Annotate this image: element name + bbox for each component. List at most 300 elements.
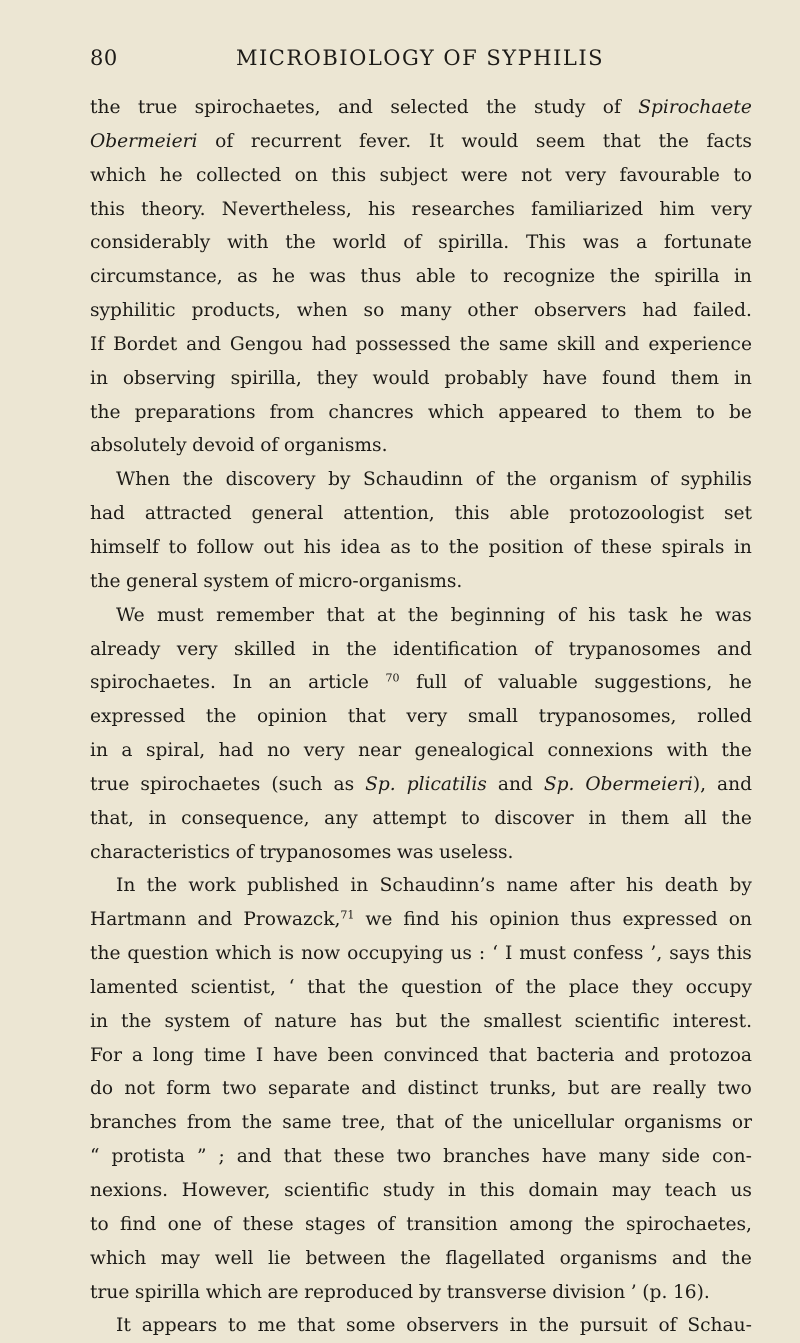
word: small xyxy=(467,706,518,728)
word: Obermeieri), xyxy=(585,773,707,795)
word: of xyxy=(243,1010,262,1032)
word: suggestions, xyxy=(594,672,713,694)
word: organisms xyxy=(624,1112,722,1134)
word: of xyxy=(260,435,279,457)
word: published xyxy=(246,875,340,897)
word: him xyxy=(659,198,695,220)
word: the xyxy=(486,97,517,118)
word: Schau- xyxy=(687,1315,752,1337)
word: and xyxy=(197,909,233,931)
word: this xyxy=(479,1180,515,1201)
word: connexions xyxy=(547,740,654,762)
word: con- xyxy=(712,1146,752,1168)
word: absolutely xyxy=(90,435,187,457)
text-line xyxy=(90,159,752,193)
word: many xyxy=(400,300,452,322)
text-line xyxy=(90,294,752,328)
word: already xyxy=(90,638,161,660)
word: us xyxy=(730,1180,752,1201)
word: the xyxy=(439,1010,471,1032)
text-line xyxy=(90,802,752,836)
word: we xyxy=(365,909,393,931)
word: the xyxy=(584,1213,615,1235)
word: nexions. xyxy=(90,1180,169,1201)
word: all xyxy=(683,807,707,829)
word: world xyxy=(332,232,387,254)
word: find xyxy=(120,1213,157,1235)
word: well xyxy=(214,1247,254,1269)
word: of xyxy=(215,130,234,152)
word: to xyxy=(470,266,489,288)
word xyxy=(365,768,396,802)
word: his xyxy=(450,909,479,931)
word: failed. xyxy=(693,300,752,322)
word: them xyxy=(670,367,720,389)
word: in xyxy=(588,807,607,829)
word: that xyxy=(395,1112,434,1134)
italic-text: plicatilis xyxy=(406,773,487,795)
word: organisms xyxy=(559,1247,658,1269)
word: ’ xyxy=(630,1281,637,1303)
word: the xyxy=(609,266,641,288)
word: an xyxy=(268,672,292,694)
word: If xyxy=(90,333,105,355)
word: Schaudinn xyxy=(363,469,464,491)
word: between xyxy=(305,1247,386,1269)
word: the xyxy=(358,976,389,998)
word: tree, xyxy=(341,1112,386,1134)
word: that xyxy=(347,706,386,728)
word: organisms. xyxy=(283,435,388,457)
word: question xyxy=(401,976,483,998)
word: trypanosomes, xyxy=(538,706,677,728)
text-line xyxy=(90,1106,752,1140)
word: true xyxy=(90,1281,130,1303)
word: of xyxy=(444,1112,463,1134)
word: of xyxy=(376,1213,395,1235)
word: scientific xyxy=(284,1180,370,1201)
word: with xyxy=(666,740,708,762)
word: to xyxy=(228,1315,247,1337)
word: facts xyxy=(706,130,752,152)
word: and xyxy=(717,773,752,795)
word: consequence, xyxy=(181,807,310,829)
word: of xyxy=(463,672,482,694)
word: name xyxy=(506,875,559,897)
word: set xyxy=(723,503,752,525)
word: task xyxy=(628,604,668,626)
word: It xyxy=(116,1315,131,1337)
text-line xyxy=(90,226,752,260)
word: me xyxy=(257,1315,287,1337)
word: probably xyxy=(444,367,528,389)
word: skill xyxy=(556,333,596,355)
word: some xyxy=(346,1315,396,1337)
word: have xyxy=(541,1146,587,1168)
running-title: MICROBIOLOGY OF SYPHILIS xyxy=(235,46,605,70)
word: occupy xyxy=(685,976,752,998)
word xyxy=(386,666,400,700)
word: the xyxy=(538,1315,569,1337)
word: of xyxy=(475,469,494,491)
word: the xyxy=(90,401,121,423)
word: two xyxy=(222,1078,257,1100)
word: reproduced xyxy=(304,1281,414,1303)
word: nature xyxy=(274,1010,337,1032)
word: of xyxy=(658,1315,677,1337)
word: had xyxy=(642,300,678,322)
word: near xyxy=(358,740,402,762)
word: spirilla xyxy=(134,1281,201,1303)
word: and xyxy=(624,1044,660,1066)
italic-text: Obermeieri xyxy=(90,130,198,152)
text-line xyxy=(90,193,752,227)
italic-text: Sp. xyxy=(365,773,396,795)
word: work xyxy=(188,875,236,897)
word: trypanosomes xyxy=(568,638,701,660)
word: protista xyxy=(111,1146,185,1168)
word: have xyxy=(273,1044,318,1066)
word: to xyxy=(733,164,752,186)
word: in xyxy=(90,367,108,389)
word: same xyxy=(282,1112,332,1134)
word: study xyxy=(382,1180,435,1201)
word: not xyxy=(124,1078,156,1100)
word: However, xyxy=(181,1180,271,1201)
word: beginning xyxy=(450,604,546,626)
word: have xyxy=(542,367,588,389)
word: This xyxy=(526,232,566,254)
word: theory. xyxy=(141,198,206,220)
word: he xyxy=(728,672,752,694)
word: he xyxy=(159,164,183,186)
word: scientific xyxy=(574,1010,660,1032)
word: that xyxy=(488,1044,527,1066)
word: seem xyxy=(535,130,586,152)
word: the xyxy=(658,130,689,152)
word: teach xyxy=(664,1180,717,1201)
word: appeared xyxy=(498,401,587,423)
word: really xyxy=(652,1078,707,1100)
body-text xyxy=(90,91,752,1343)
word: occupying xyxy=(347,943,444,965)
word: the xyxy=(120,1010,152,1032)
word: spirilla xyxy=(654,266,720,288)
word: characteristics xyxy=(90,841,231,863)
word: was xyxy=(396,841,434,863)
word: and xyxy=(337,97,373,118)
word: lie xyxy=(267,1247,291,1269)
word: would xyxy=(372,367,430,389)
text-line xyxy=(90,260,752,294)
word: able xyxy=(415,266,456,288)
word: in xyxy=(90,1010,108,1032)
word: familiarized xyxy=(531,198,644,220)
word: this xyxy=(716,943,752,965)
text-line xyxy=(90,599,752,633)
word: had xyxy=(218,740,254,762)
word: expressed xyxy=(622,909,718,931)
word: division xyxy=(552,1281,626,1303)
word: It xyxy=(428,130,444,152)
word: find xyxy=(403,909,440,931)
word: idea xyxy=(340,536,381,558)
word: found xyxy=(602,367,657,389)
word: and xyxy=(361,1078,397,1100)
word: spirochaetes xyxy=(140,773,261,795)
word: of xyxy=(573,536,592,558)
word: opinion xyxy=(489,909,560,931)
word: the xyxy=(721,1247,752,1269)
word: very xyxy=(303,740,345,762)
text-line xyxy=(90,666,752,700)
footnote-reference: 70 xyxy=(385,671,400,685)
text-line xyxy=(90,734,752,768)
word: which xyxy=(427,401,485,423)
text-line xyxy=(90,1208,752,1242)
word: the xyxy=(205,706,237,728)
word: discover xyxy=(494,807,574,829)
word: long xyxy=(152,1044,194,1066)
word: Schaudinn’s xyxy=(379,875,496,897)
word: of xyxy=(235,841,254,863)
word: had xyxy=(90,503,125,525)
word: the xyxy=(448,536,480,558)
word: (p. xyxy=(642,1281,668,1303)
text-line xyxy=(90,1039,752,1073)
text-line xyxy=(90,700,752,734)
word: them xyxy=(621,807,670,829)
footnote-reference: 71 xyxy=(340,908,355,922)
word: confess xyxy=(572,943,644,965)
word: attempt xyxy=(372,807,447,829)
word: the xyxy=(525,976,557,998)
word: thus xyxy=(360,266,402,288)
text-line xyxy=(90,971,752,1005)
word: of xyxy=(602,97,621,118)
word: in xyxy=(311,638,330,660)
word: the xyxy=(400,1247,431,1269)
word: study xyxy=(533,97,586,118)
text-line xyxy=(90,768,752,802)
word: smallest xyxy=(483,1010,562,1032)
word: spirilla, xyxy=(230,367,302,389)
word: (such xyxy=(271,773,323,795)
word: has xyxy=(349,1010,383,1032)
word: is xyxy=(278,943,295,965)
word: and xyxy=(236,1146,272,1168)
text-line xyxy=(90,869,752,903)
text-line xyxy=(90,1140,752,1174)
word: attracted xyxy=(144,503,232,525)
word: valuable xyxy=(498,672,578,694)
word: from xyxy=(186,1112,232,1134)
word: recognize xyxy=(503,266,596,288)
word: the xyxy=(90,570,121,592)
word: no xyxy=(267,740,291,762)
word: and xyxy=(186,333,222,355)
word xyxy=(544,768,575,802)
word: his xyxy=(588,604,616,626)
text-line xyxy=(90,396,752,430)
word: side xyxy=(661,1146,701,1168)
word: the xyxy=(459,333,490,355)
word: organism xyxy=(549,469,638,491)
italic-text: Spirochaete xyxy=(638,97,752,118)
word: of xyxy=(274,570,293,592)
text-line xyxy=(90,633,752,667)
word: 16). xyxy=(672,1281,710,1303)
word: the xyxy=(90,943,121,965)
word: question xyxy=(127,943,209,965)
word: after xyxy=(569,875,615,897)
text-line xyxy=(90,463,752,497)
word: his xyxy=(303,536,332,558)
word: of xyxy=(649,469,669,491)
word: spirochaetes. xyxy=(90,672,216,694)
word: useless. xyxy=(438,841,514,863)
word: would xyxy=(461,130,519,152)
word: were xyxy=(460,164,508,186)
word: in xyxy=(733,536,752,558)
word: scientist, xyxy=(190,976,276,998)
word: may xyxy=(160,1247,201,1269)
word: separate xyxy=(268,1078,351,1100)
word: the xyxy=(407,604,439,626)
word: and xyxy=(497,773,533,795)
word: recurrent xyxy=(250,130,342,152)
word: protozoa xyxy=(669,1044,752,1066)
word: genealogical xyxy=(414,740,534,762)
word: syphilis xyxy=(680,469,752,491)
word: selected xyxy=(390,97,469,118)
word: and xyxy=(671,1247,707,1269)
text-line xyxy=(90,1242,752,1276)
text-line xyxy=(90,125,752,159)
word: When xyxy=(116,469,171,491)
word: domain xyxy=(528,1180,599,1201)
word: these xyxy=(242,1213,294,1235)
word: two xyxy=(717,1078,752,1100)
word: very xyxy=(565,164,607,186)
word: position xyxy=(488,536,564,558)
word: observers xyxy=(533,300,627,322)
word: lamented xyxy=(90,976,179,998)
word: rolled xyxy=(697,706,752,728)
word: on xyxy=(728,909,752,931)
word: Prowazck,$^{71}$ xyxy=(243,908,355,931)
text-line xyxy=(90,429,752,463)
word: pursuit xyxy=(579,1315,648,1337)
word: this xyxy=(90,198,125,220)
word: Nevertheless, xyxy=(221,198,352,220)
word: was xyxy=(582,232,620,254)
word: his xyxy=(625,875,654,897)
word: true xyxy=(90,773,130,795)
word: Hartmann xyxy=(90,909,187,931)
word xyxy=(90,125,197,159)
word: branches xyxy=(90,1112,177,1134)
word: the xyxy=(472,1112,503,1134)
word: of xyxy=(557,604,576,626)
word: flagellated xyxy=(445,1247,546,1269)
word: spiral, xyxy=(145,740,206,762)
word: observing xyxy=(122,367,216,389)
word: was xyxy=(715,604,752,626)
word: must xyxy=(157,604,204,626)
word: article xyxy=(308,672,369,694)
word: that xyxy=(326,604,365,626)
word: system xyxy=(203,570,270,592)
word: the xyxy=(241,1112,273,1134)
word: ‘ xyxy=(492,943,498,965)
text-line xyxy=(90,362,752,396)
word: but xyxy=(395,1010,427,1032)
word: which xyxy=(90,164,147,186)
word: system xyxy=(164,1010,231,1032)
word: thus xyxy=(570,909,612,931)
word: so xyxy=(363,300,385,322)
word: interest. xyxy=(672,1010,752,1032)
text-line xyxy=(90,836,752,870)
word: skilled xyxy=(234,638,296,660)
word: I xyxy=(255,1044,264,1066)
word: one xyxy=(167,1213,202,1235)
word: the xyxy=(90,97,121,118)
word: the xyxy=(721,740,752,762)
word: been xyxy=(327,1044,374,1066)
word: us xyxy=(450,943,472,965)
word: very xyxy=(406,706,448,728)
word: of xyxy=(213,1213,232,1235)
word: trunks, xyxy=(489,1078,557,1100)
word: spirals xyxy=(661,536,725,558)
word: fortunate xyxy=(663,232,752,254)
word: be xyxy=(728,401,752,423)
word: same xyxy=(498,333,549,355)
word: must xyxy=(519,943,566,965)
text-line xyxy=(90,1276,752,1310)
word: expressed xyxy=(90,706,186,728)
text-line xyxy=(90,531,752,565)
word: by xyxy=(418,1281,442,1303)
word: out xyxy=(263,536,295,558)
word: very xyxy=(711,198,752,220)
word: as xyxy=(390,536,411,558)
word: as xyxy=(333,773,355,795)
text-line xyxy=(90,903,752,937)
word: himself xyxy=(90,536,159,558)
word: ’, xyxy=(650,943,663,965)
word: favourable xyxy=(619,164,720,186)
word: I xyxy=(504,943,513,965)
word: and xyxy=(604,333,640,355)
text-line xyxy=(90,328,752,362)
word: ‘ xyxy=(288,976,295,998)
word: he xyxy=(679,604,703,626)
word: or xyxy=(731,1112,752,1134)
word: very xyxy=(176,638,218,660)
word: they xyxy=(631,976,673,998)
word: subject xyxy=(379,164,448,186)
word: general xyxy=(251,503,324,525)
word: these xyxy=(601,536,652,558)
word: unicellular xyxy=(512,1112,614,1134)
word: this xyxy=(454,503,490,525)
word: in xyxy=(733,266,752,288)
word: which xyxy=(205,1281,262,1303)
word: devoid xyxy=(192,435,255,457)
